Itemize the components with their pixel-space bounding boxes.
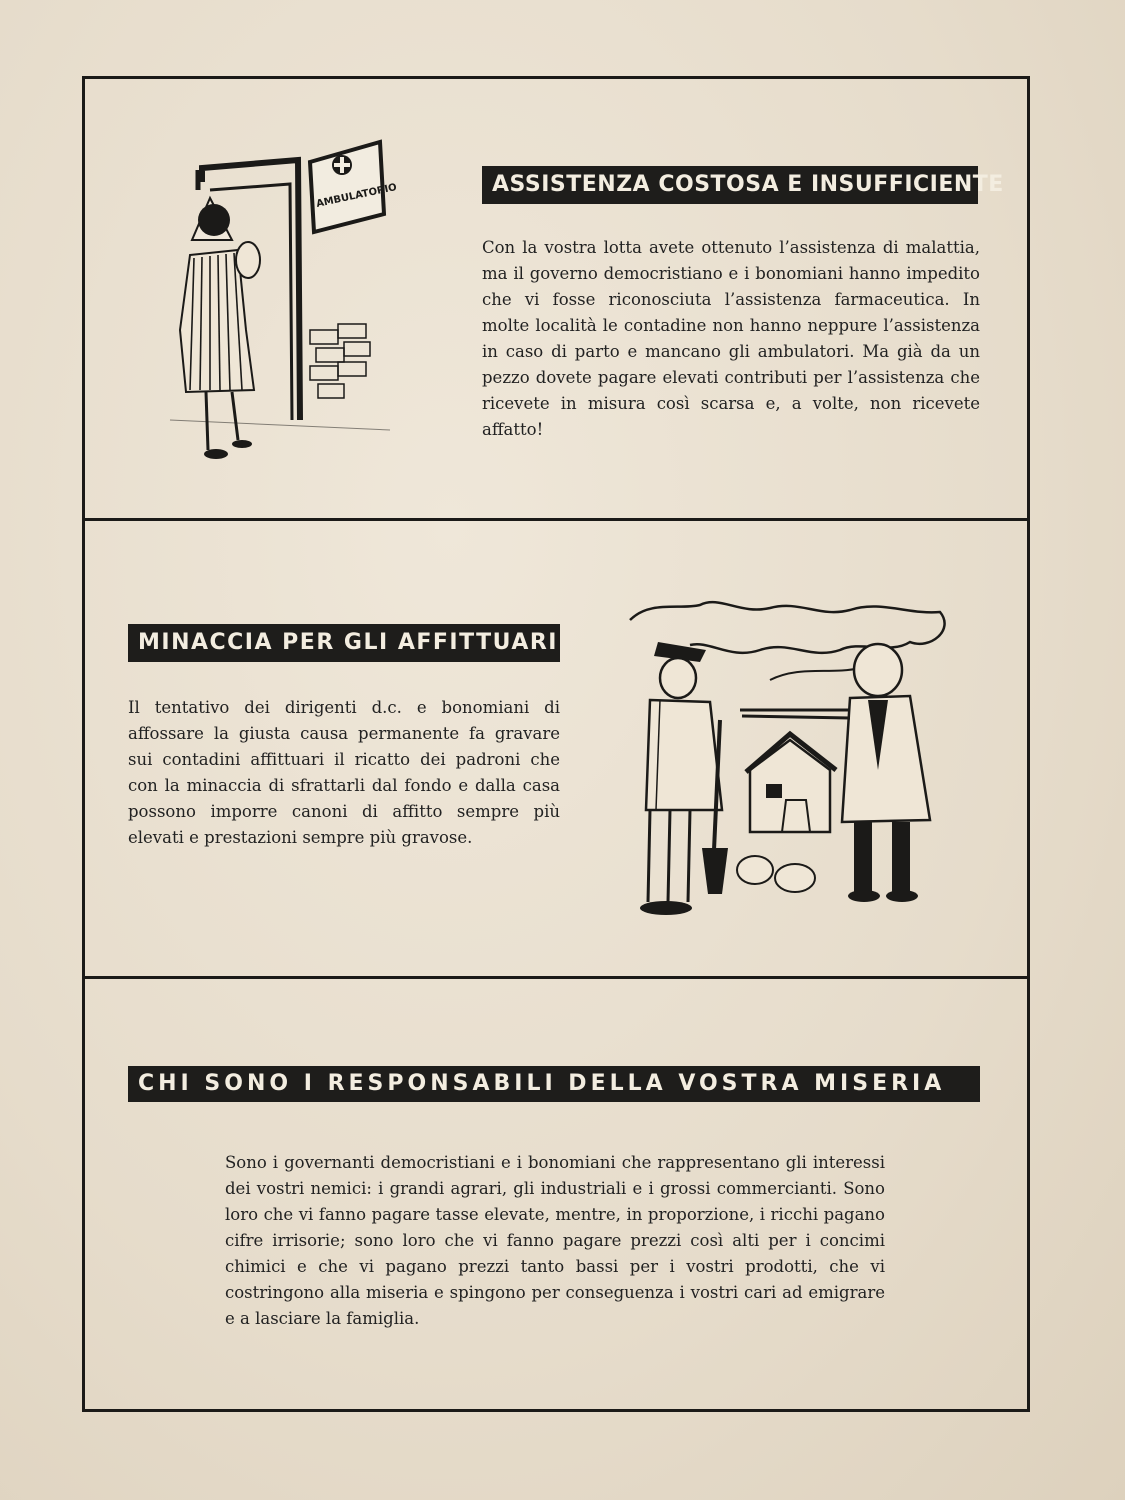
section-1-text: Con la vostra lotta avete ottenuto l’assistenza di malattia, ma il governo democristiano e i bonomiani hanno impedito che vi fosse riconosciuta l’assistenza farmaceutica. In molte località le contadine non hanno neppure l’assistenza in caso di parto e mancano gli ambulatori. Ma già da un pezzo dovete pagare elevati contributi per l’assistenza che ricevete in misura così scarsa e, a volte, non ricevete affatto!: [482, 238, 980, 439]
woman-at-clinic-illustration: [150, 120, 410, 480]
section-3-text: Sono i governanti democristiani e i bonomiani che rappresentano gli interessi dei vostri nemici: i grandi agrari, gli industriali e i grossi commercianti. Sono loro che vi fanno pagare tasse elevate, mentre, in proporzione, i ricchi pagano cifre irrisorie; sono loro che vi fanno pagare prezzi così alti per i concimi chimici e che vi pagano prezzi tanto bassi per i vostri prodotti, che vi costringono alla miseria e spingono per conseguenza i vostri cari ad emigrare e a lasciare la famiglia.: [225, 1153, 885, 1328]
landlord-and-farmer-illustration: [610, 570, 970, 930]
section-2-text: Il tentativo dei dirigenti d.c. e bonomiani di affossare la giusta causa permanente fa gravare sui contadini affittuari il ricatto dei padroni che con la minaccia di sfrattarli dal fondo e dalla casa possono imporre canoni di affitto sempre più elevati e prestazioni sempre più gravose.: [128, 698, 560, 847]
section-1-heading: ASSISTENZA COSTOSA E INSUFFICIENTE: [482, 166, 978, 204]
section-divider-1: [82, 518, 1030, 521]
section-divider-2: [82, 976, 1030, 979]
section-3-heading: CHI SONO I RESPONSABILI DELLA VOSTRA MISERIA: [128, 1066, 980, 1102]
ambulatorio-sign-text: AMBULATORIO: [315, 182, 398, 210]
section-2-heading: MINACCIA PER GLI AFFITTUARI: [128, 624, 560, 662]
